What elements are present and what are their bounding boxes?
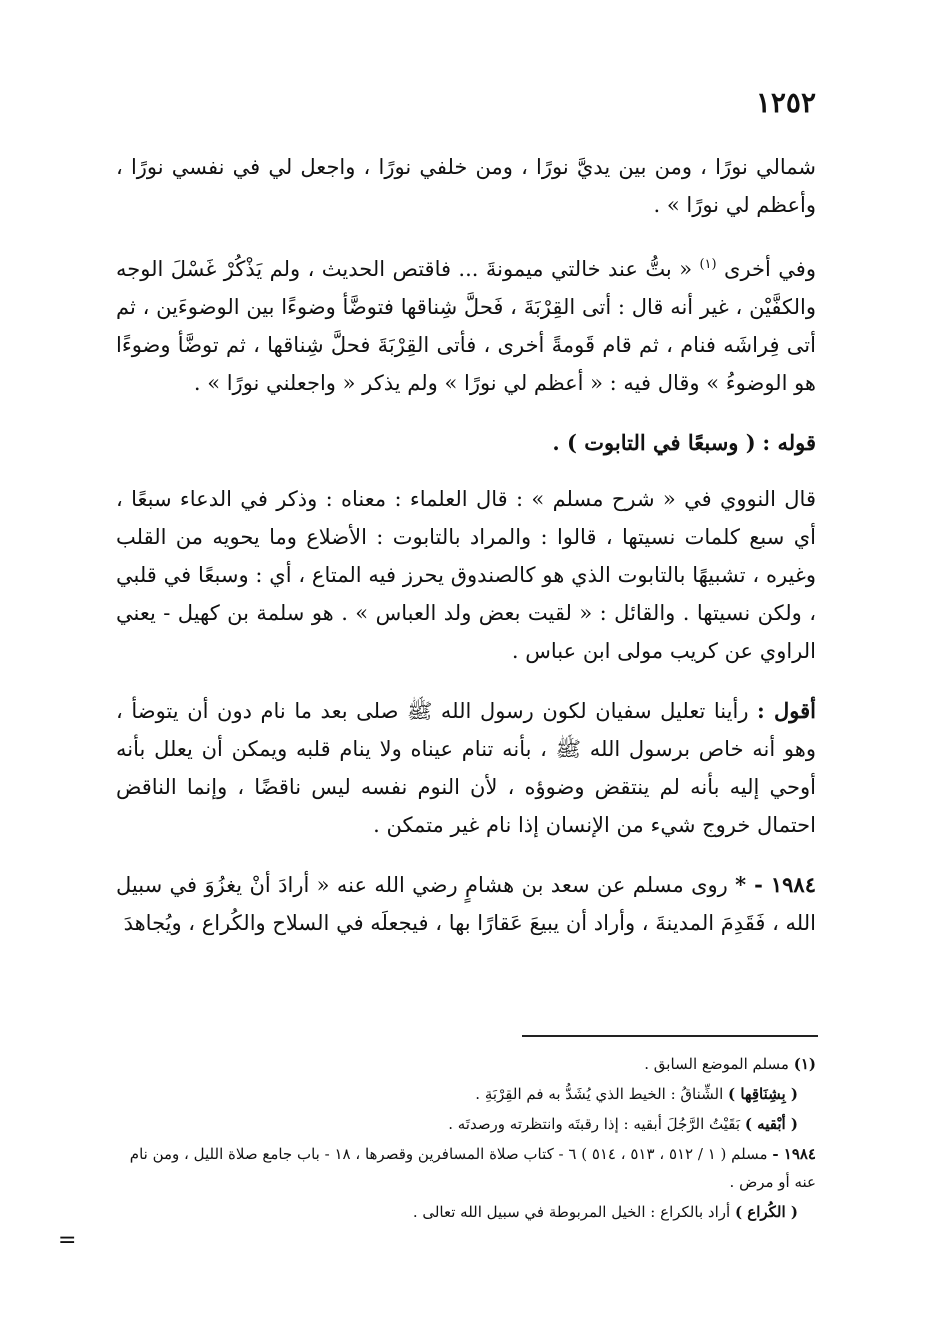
paragraph-text: « بتُّ عند خالتي ميمونةَ ... فاقتص الحديث ، ولم يَذْكُرْ غَسْلَ الوجه والكفَّيْن ، غير أنه قال : أتى القِرْبَةَ ، فَحلَّ شِناقها فتوضَّأ وضوءًا بين الوضوءَين ، ثم أتى فِراشَه فنام ، ثم قام قَومةً أخرى ، فأتى القِرْبَةَ فحلَّ شِناقها ، ثم توضَّأ وضوءًا هو الوضوءُ » وقال فيه : « أعظم لي نورًا » ولم يذكر « واجعلني نورًا » . xyxy=(116,257,816,395)
footnote-item xyxy=(116,1140,816,1196)
paragraph-nawawi-commentary xyxy=(116,480,816,670)
paragraph-text: رأينا تعليل سفيان لكون رسول الله ﷺ صلى بعد ما نام دون أن يتوضأ ، وهو أنه خاص برسول الله ﷺ ، بأنه تنام عيناه ولا ينام قلبه ويمكن أن يعلل بأنه أوحي إليه بأنه لم ينتقض وضوؤه ، لأن النوم نفسه ليس ناقضًا ، وإنما الناقض احتمال خروج شيء من الإنسان إذا نام غير متمكن . xyxy=(116,699,816,837)
footnote-text: مسلم ( ١ / ٥١٢ ، ٥١٣ ، ٥١٤ ) ٦ - كتاب صلاة المسافرين وقصرها ، ١٨ - باب جامع صلاة الليل ، ومن نام عنه أو مرض . xyxy=(129,1145,816,1191)
paragraph-other-narration xyxy=(116,246,816,402)
footnote-lead: ١٩٨٤ - xyxy=(772,1145,816,1163)
edge-mark: = xyxy=(58,1228,77,1253)
paragraph-text: قال النووي في « شرح مسلم » : قال العلماء : معناه : وذكر في الدعاء سبعًا ، أي سبع كلمات نسيتها ، قالوا : والمراد بالتابوت : الأضلاع وما يحويه من القلب وغيره ، تشبيهًا بالتابوت الذي هو كالصندوق يحرز فيه المتاع ، أي : وسبعًا في قلبي ، ولكن نسيتها . والقائل : « لقيت بعض ولد العباس » . هو سلمة بن كهيل - يعني الراوي عن كريب مولى ابن عباس . xyxy=(116,487,816,663)
footnote-text: الشِّناقُ : الخيط الذي يُشَدُّ به فم القِرْبَةِ . xyxy=(475,1085,724,1103)
footnote-item xyxy=(116,1110,816,1138)
footnote-text: مسلم الموضع السابق . xyxy=(644,1055,789,1073)
paragraph-continuation xyxy=(116,148,816,224)
hadith-number: ١٩٨٤ - * xyxy=(735,872,816,897)
paragraph-text: روى مسلم عن سعد بن هشامٍ رضي الله عنه « أرادَ أنْ يغزُوَ في سبيل الله ، فَقَدِمَ المدينةَ ، وأراد أن يبيعَ عَقارًا بها ، فيجعلَه في السلاح والكُراع ، ويُجاهدَ xyxy=(116,873,816,935)
paragraph-hadith-1984 xyxy=(116,866,816,942)
footnote-lead: ( الكُراع ) xyxy=(734,1203,798,1221)
footnote-divider xyxy=(522,1035,818,1037)
footnote-text: بَقَيْتُ الرَّجُلَ أبقيه : إذا رقبتَه وانتظرته ورصدتَه . xyxy=(448,1115,741,1133)
footnote-lead: ( بِشِنَاقِها ) xyxy=(728,1085,798,1103)
paragraph-lead: وفي أخرى xyxy=(724,257,816,281)
footnotes xyxy=(116,1050,816,1228)
paragraph-author-comment xyxy=(116,692,816,844)
page-number: ١٢٥٢ xyxy=(755,86,816,119)
footnote-lead: ( أبْقيه ) xyxy=(744,1115,798,1133)
footnote-text: أراد بالكراع : الخيل المربوطة في سبيل الله تعالى . xyxy=(412,1203,731,1221)
footnote-item xyxy=(116,1198,816,1226)
footnote-reference: (١) xyxy=(699,257,717,272)
footnote-item xyxy=(116,1050,816,1078)
paragraph-quote-heading xyxy=(116,424,816,462)
main-text xyxy=(116,148,816,964)
paragraph-text: شمالي نورًا ، ومن بين يديَّ نورًا ، ومن خلفي نورًا ، واجعل لي في نفسي نورًا ، وأعظم لي نورًا » . xyxy=(116,155,816,217)
footnote-item xyxy=(116,1080,816,1108)
paragraph-lead: قوله : xyxy=(762,430,816,455)
paragraph-text: ( وسبعًا في التابوت ) . xyxy=(552,430,756,455)
footnote-lead: (١) xyxy=(793,1055,816,1073)
paragraph-lead: أقول : xyxy=(757,698,816,723)
